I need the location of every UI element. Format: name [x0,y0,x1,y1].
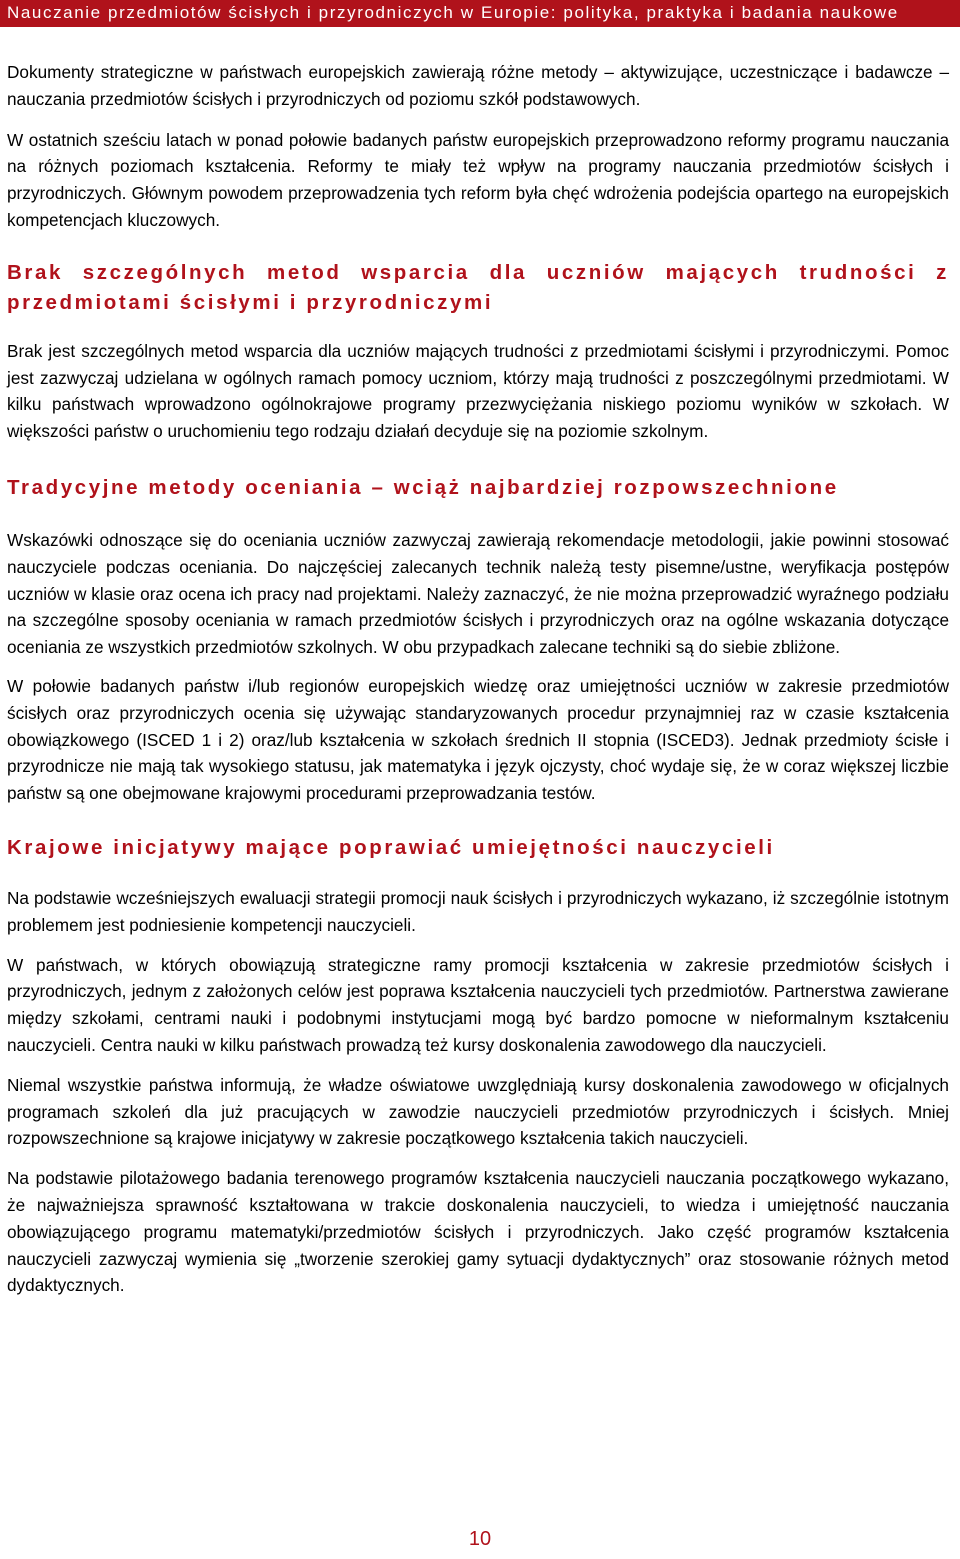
paragraph: W połowie badanych państw i/lub regionów europejskich wiedzę oraz umiejętności uczniów w zakresie przedmiotów ścisłych oraz przyrodniczych ocenia się używając standaryzowanych procedur przynajmniej raz w czasie kształcenia obowiązkowego (ISCED 1 i 2) oraz/lub kształcenia w szkołach średnich II stopnia (ISCED3). Jednak przedmioty ścisłe i przyrodnicze nie mają tak wysokiego statusu, jak matematyka i język ojczysty, choć wydaje się, że w coraz większej liczbie państw są one obejmowane krajowymi procedurami przeprowadzania testów. [7,675,949,804]
paragraph: W państwach, w których obowiązują strategiczne ramy promocji kształcenia w zakresie przedmiotów ścisłych i przyrodniczych, jednym z założonych celów jest poprawa kształcenia nauczycieli tych przedmiotów. Partnerstwa zawierane między szkołami, centrami nauki i podobnymi instytucjami mogą być bardzo pomocne w nieformalnym kształceniu nauczycieli. Centra nauki w kilku państwach prowadzą też kursy doskonalenia zawodowego dla nauczycieli. [7,954,949,1055]
paragraph: Dokumenty strategiczne w państwach europejskich zawierają różne metody – aktywizujące, uczestniczące i badawcze – nauczania przedmiotów ścisłych i przyrodniczych od poziomu szkół podstawowych. [7,62,949,109]
section-heading: Tradycyjne metody oceniania – wciąż najbardziej rozpowszechnione [7,475,839,499]
paragraph: Na podstawie wcześniejszych ewaluacji strategii promocji nauk ścisłych i przyrodniczych wykazano, iż szczególnie istotnym problemem jest podniesienie kompetencji nauczycieli. [7,887,949,935]
paragraph: W ostatnich sześciu latach w ponad połowie badanych państw europejskich przeprowadzono reformy programu nauczania na różnych poziomach kształcenia. Reformy te miały też wpływ na programy nauczania przedmiotów ścisłych i przyrodniczych. Głównym powodem przeprowadzenia tych reform była chęć wdrożenia podejścia opartego na europejskich kompetencjach kluczowych. [7,129,949,230]
section-heading: Krajowe inicjatywy mające poprawiać umiejętności nauczycieli [7,835,775,859]
page-content [7,59,949,1299]
running-header-title: Nauczanie przedmiotów ścisłych i przyrodniczych w Europie: polityka, praktyka i badania naukowe [7,3,899,22]
paragraph: Niemal wszystkie państwa informują, że władze oświatowe uwzględniają kursy doskonalenia zawodowego w oficjalnych programach szkoleń dla już pracujących w zawodzie nauczycieli przedmiotów przyrodniczych i ścisłych. Mniej rozpowszechnione są krajowe inicjatywy w zakresie początkowego kształcenia takich nauczycieli. [7,1074,949,1149]
section-heading: Brak szczególnych metod wsparcia dla uczniów mających trudności z przedmiotami ścisłymi i przyrodniczymi [7,260,949,314]
page-number: 10 [468,1528,492,1550]
running-header-bar [0,0,960,27]
paragraph: Brak jest szczególnych metod wsparcia dla uczniów mających trudności z przedmiotami ścisłymi i przyrodniczymi. Pomoc jest zazwyczaj udzielana w ogólnych ramach pomocy uczniom, którzy mają trudności z poszczególnymi przedmiotami. W kilku państwach wprowadzono ogólnokrajowe programy przezwyciężania niskiego poziomu wyników w szkołach. W większości państw o uruchomieniu tego rodzaju działań decyduje się na poziomie szkolnym. [7,340,949,442]
paragraph: Wskazówki odnoszące się do oceniania uczniów zazwyczaj zawierają rekomendacje metodologii, jakie powinni stosować nauczyciele podczas oceniania. Do najczęściej zalecanych technik należą testy pisemne/ustne, weryfikacja postępów uczniów w klasie oraz ocena ich pracy nad projektami. Należy zaznaczyć, że nie można przeprowadzić wyraźnego podziału na szczególne sposoby oceniania w ramach przedmiotów ścisłych i przyrodniczych oraz na ogólne wskazania dotyczące oceniania ze wszystkich przedmiotów szkolnych. W obu przypadkach zalecane techniki są do siebie zbliżone. [7,529,949,658]
paragraph: Na podstawie pilotażowego badania terenowego programów kształcenia nauczycieli nauczania początkowego wykazano, że najważniejsza sprawność kształtowana w trakcie doskonalenia nauczycieli, to wiedza i umiejętność nauczania obowiązującego programu matematyki/przedmiotów ścisłych i przyrodniczych. Jako część programów kształcenia nauczycieli zazwyczaj wymienia się „tworzenie szerokiej gamy sytuacji dydaktycznych” oraz stosowanie różnych metod dydaktycznych. [7,1168,949,1296]
